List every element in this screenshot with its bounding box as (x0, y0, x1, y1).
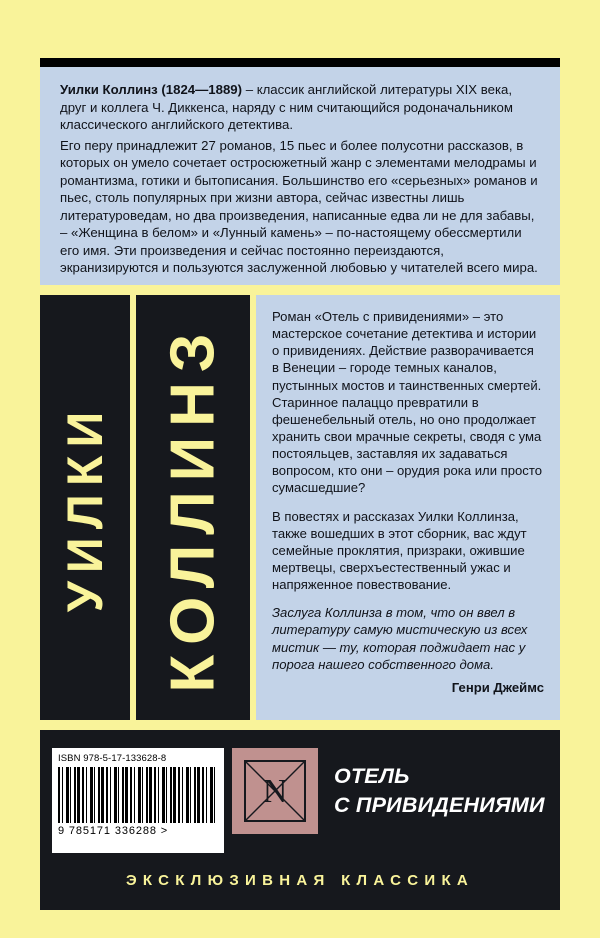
book-description-panel (256, 295, 560, 720)
author-first-name-text: УИЛКИ (57, 403, 113, 612)
top-divider-bar (40, 58, 560, 67)
book-title-line-1: ОТЕЛЬ (334, 764, 410, 788)
author-blurb-paragraph-2: Его перу принадлежит 27 романов, 15 пьес и более полусотни рассказов, в которых он умело сочетает остросюжетный жанр с элементами мелодрамы и романтизма, готики и бытописания. Большинство его «серьезных» романов и пьес, столь популярных при жизни автора, сейчас известны лишь литературоведам, но два произведения, написанные едва ли не для забавы, – «Женщина в белом» и «Лунный камень» – по-настоящему обессмертили его имя. Эти произведения и сейчас постоянно переиздаются, экранизируются и пользуются заслуженной любовью у читателей всего мира. (60, 137, 538, 276)
series-label: ЭКСКЛЮЗИВНАЯ КЛАССИКА (125, 872, 475, 889)
author-blurb-text-1: – классик английской литературы XIX века, друг и коллега Ч. Диккенса, наряду с ним считающийся родоначальником классического английского детектива. (60, 82, 513, 133)
author-blurb-paragraph-1 (60, 81, 540, 134)
description-paragraph-2: В повестях и рассказах Уилки Коллинза, также вошедших в этот сборник, вас ждут семейные проклятия, призраки, ожившие мертвецы, сверхъестественный ужас и напряженное повествование. (272, 508, 527, 593)
description-quote-attribution: Генри Джеймс (451, 679, 544, 695)
author-blurb-panel (40, 67, 560, 285)
publisher-monogram-icon (244, 760, 306, 822)
author-name-bold: Уилки Коллинз (1824—1889) (60, 82, 243, 97)
publisher-logo (232, 748, 318, 834)
book-title-line-2: С ПРИВИДЕНИЯМИ (334, 793, 545, 818)
author-last-name-text: КОЛЛИНЗ (158, 322, 228, 693)
author-last-name-block (136, 295, 250, 720)
barcode-digits: 9 785171 336288 > (58, 825, 169, 837)
book-title (334, 762, 554, 820)
description-quote: Заслуга Коллинза в том, что он ввел в литературу самую мистическую из всех мистик — ту, которая поджидает нас у порога нашего собственного дома. (272, 605, 528, 672)
author-first-name-block (40, 295, 130, 720)
svg-text:N: N (262, 773, 288, 810)
description-paragraph-1: Роман «Отель с привидениями» – это мастерское сочетание детектива и истории о привидениях. Действие разворачивается в Венеции – городе темных каналов, пустынных мостов и таинственных смертей. Старинное палаццо превратили в фешенебельный отель, но оно продолжает хранить свои мрачные секреты, сводя с ума постояльцев, заставляя их задаваться вопросом, кто они – орудия рока или просто сумасшедшие? (272, 309, 542, 496)
barcode-box (52, 748, 224, 853)
isbn-label: ISBN 978-5-17-133628-8 (58, 753, 167, 764)
barcode-bars-icon (58, 767, 218, 823)
